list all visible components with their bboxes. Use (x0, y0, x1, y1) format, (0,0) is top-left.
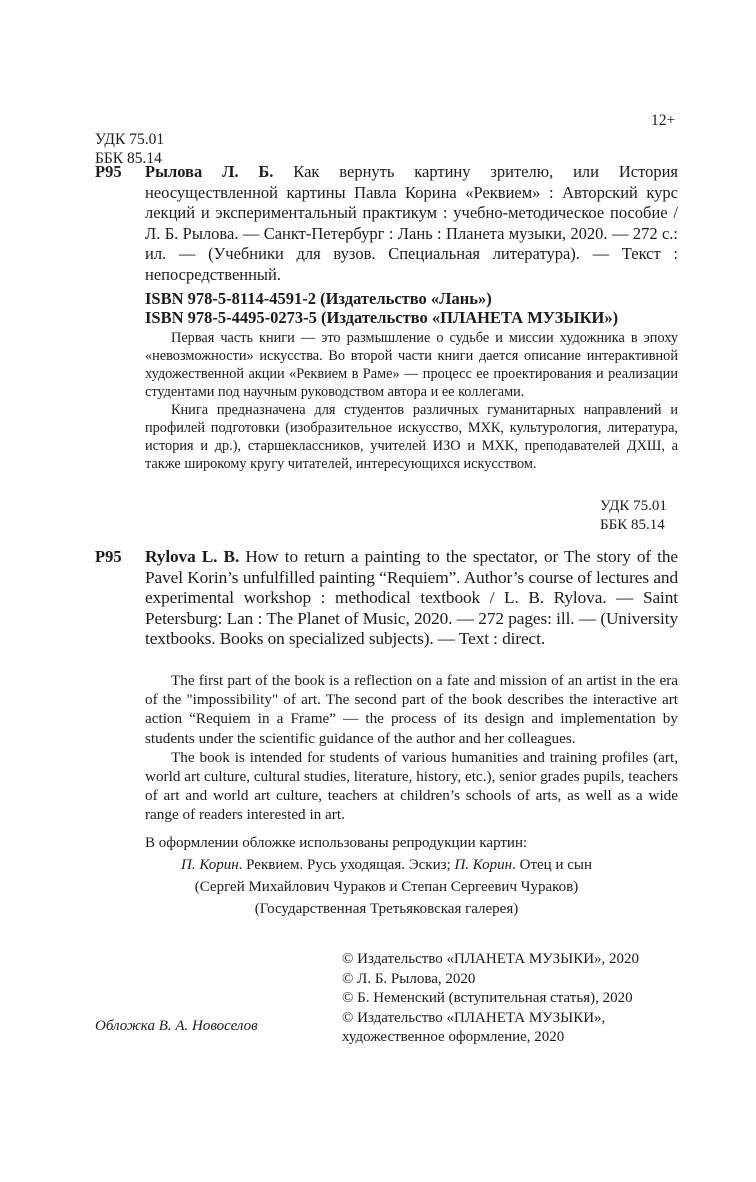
cover-design-note (95, 832, 678, 920)
isbn-block (145, 289, 618, 327)
entry-text-ru: Как вернуть картину зрителю, или История неосуществленной картины Павла Корина «Реквием» : Авторский курс лекций и экспериментальный практикум : учебно-методическое пособие / Л. Б. Рылова. — Санкт-Петербург : Лань : Планета музыки, 2020. — 272 с.: ил. — (Учебники для вузов. Специальная литература). — Текст : непосредственный. (145, 162, 678, 284)
classification-right (600, 497, 667, 535)
author-sign-en: Р95 (95, 547, 122, 566)
annotation-ru-paragraph: Первая часть книги — это размышление о судьбе и миссии художника в эпоху «невозможности» искусства. Во второй части книги дается описание интерактивной художественной акции «Реквием в Раме» — процесс ее проектирования и реализации студентами под научным руководством автора и ее коллегами. (145, 330, 678, 400)
annotation-en-paragraph: The book is intended for students of various humanities and training profiles (art, world art culture, cultural studies, literature, history, etc.), senior grades pupils, teachers of art and world art culture, teachers at children’s schools of arts, as well as a wide range of readers interested in art. (145, 748, 678, 824)
age-rating: 12+ (651, 112, 676, 129)
bbk-code: ББК 85.14 (600, 517, 665, 533)
cover-credit: Обложка В. А. Новоселов (95, 1018, 258, 1034)
design-gallery: (Государственная Третьяковская галерея) (254, 901, 519, 917)
annotation-ru (145, 329, 678, 473)
isbn-planet: ISBN 978-5-4495-0273-5 (Издательство «ПЛАНЕТА МУЗЫКИ») (145, 308, 619, 327)
udk-code: УДК 75.01 (95, 131, 165, 148)
entry-text-en: How to return a painting to the spectator, or The story of the Pavel Korin’s unfulfilled painting “Requiem”. Author’s course of lectures and experimental workshop : methodical textbook / L. B. Rylova. — Saint Petersburg: Lan : The Planet of Music, 2020. — 272 pages: ill. — (University textbooks. Books on specialized subjects). — Text : direct. (145, 547, 678, 648)
author-sign-ru: Р95 (95, 162, 122, 181)
copyright-line: © Л. Б. Рылова, 2020 (342, 970, 476, 987)
copyright-line: © Б. Неменский (вступительная статья), 2020 (342, 990, 633, 1006)
copyright-line: © Издательство «ПЛАНЕТА МУЗЫКИ», художественное оформление, 2020 (342, 1009, 606, 1045)
udk-code: УДК 75.01 (600, 498, 667, 514)
design-subjects: (Сергей Михайлович Чураков и Степан Сергеевич Чураков) (194, 879, 579, 895)
artist-name: П. Корин (180, 857, 239, 873)
isbn-lan: ISBN 978-5-8114-4591-2 (Издательство «Лань») (145, 289, 492, 308)
work-title: . Отец и сын (512, 857, 592, 873)
copyright-line: © Издательство «ПЛАНЕТА МУЗЫКИ», 2020 (342, 951, 640, 967)
design-works (95, 854, 678, 876)
bibliographic-entry-ru (145, 162, 678, 285)
design-intro: В оформлении обложке использованы репродукции картин: (145, 835, 528, 851)
author-name-en: Rylova L. B. (145, 547, 240, 566)
artist-name: П. Корин (454, 857, 513, 873)
annotation-en-paragraph: The first part of the book is a reflection on a fate and mission of an artist in the era of the "impossibility" of art. The second part of the book describes the interactive art action “Requiem in a Frame” — the process of its design and implementation by students under the scientific guidance of the author and her colleagues. (145, 672, 678, 747)
bbk-code: ББК 85.14 (95, 150, 162, 167)
author-name-ru: Рылова Л. Б. (145, 162, 274, 181)
annotation-ru-paragraph: Книга предназначена для студентов различных гуманитарных направлений и профилей подготовки (изобразительное искусство, МХК, культурология, литература, история и др.), старшеклассников, учителей ИЗО и МХК, преподавателей ДХШ, а также широкому кругу читателей, интересующихся искусством. (145, 402, 678, 472)
bibliographic-entry-en (145, 547, 678, 650)
copyright-block (342, 950, 680, 1048)
annotation-en (145, 671, 678, 825)
work-title: . Реквием. Русь уходящая. Эскиз; (238, 857, 455, 873)
